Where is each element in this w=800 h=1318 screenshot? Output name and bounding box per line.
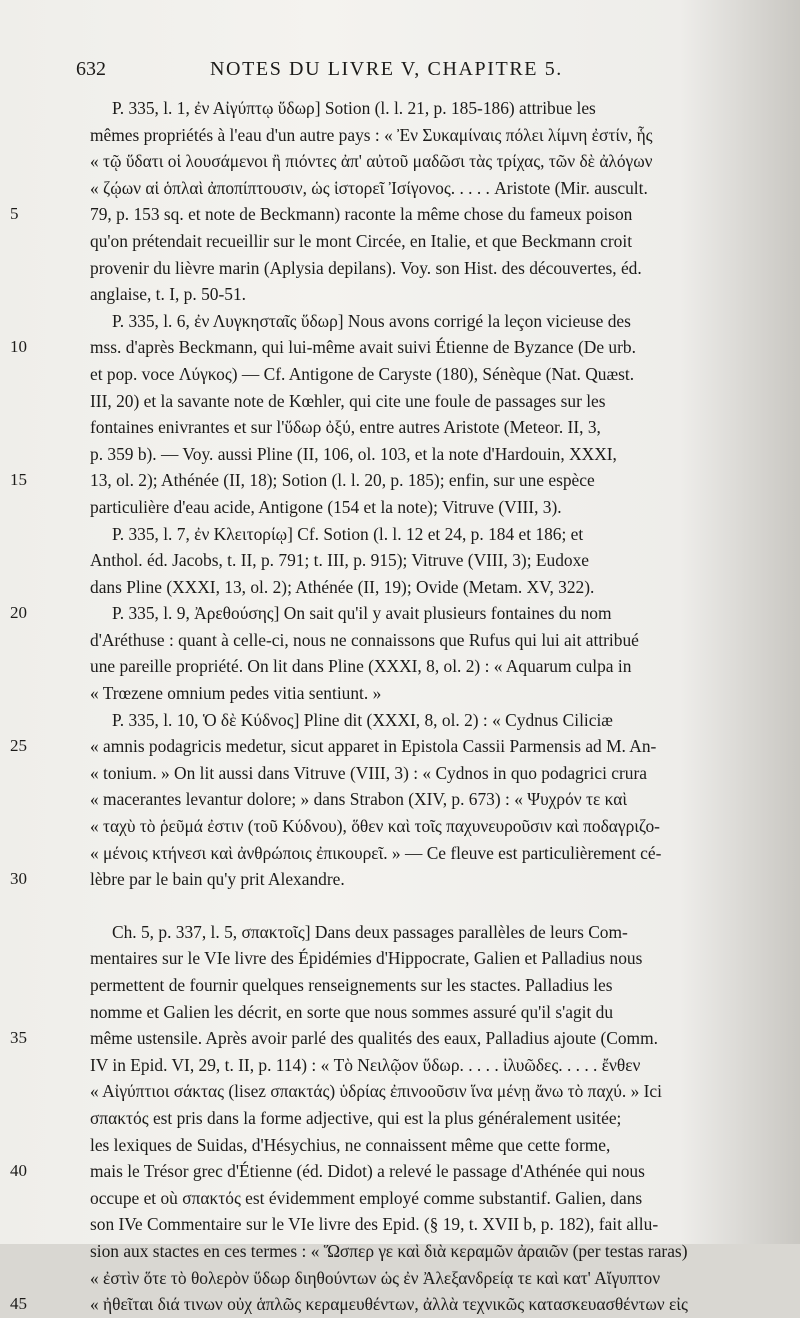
- text-line: [68, 813, 780, 840]
- running-title: NOTES DU LIVRE V, CHAPITRE 5.: [210, 58, 563, 80]
- text-line: [68, 521, 780, 548]
- line-text: « amnis podagricis medetur, sicut apparet in Epistola Cassii Parmensis ad M. An-: [90, 736, 657, 757]
- text-line: [68, 95, 780, 122]
- line-number: 10: [10, 337, 27, 357]
- text-line: [68, 840, 780, 867]
- line-number: 30: [10, 869, 27, 889]
- text-line: [10, 1291, 780, 1318]
- section-gap: [68, 893, 780, 919]
- text-line: [68, 653, 780, 680]
- line-text: lèbre par le bain qu'y prit Alexandre.: [90, 869, 345, 890]
- text-line: [10, 600, 780, 627]
- line-text: « ἐστὶν ὅτε τὸ θολερὸν ὕδωρ διηθούντων ὡς ἐν Ἀλεξανδρείᾳ τε καὶ κατ' Αἴγυπτον: [90, 1267, 661, 1288]
- line-text: Ch. 5, p. 337, l. 5, σπακτοῖς] Dans deux passages parallèles de leurs Com-: [112, 921, 628, 942]
- text-line: [68, 228, 780, 255]
- text-line: [68, 760, 780, 787]
- text-line: [68, 175, 780, 202]
- line-text: σπακτός est pris dans la forme adjective, qui est la plus généralement usitée;: [90, 1107, 622, 1128]
- line-text: une pareille propriété. On lit dans Pline (XXXI, 8, ol. 2) : « Aquarum culpa in: [90, 656, 632, 677]
- line-number: 5: [10, 204, 19, 224]
- text-line: [68, 1185, 780, 1212]
- text-line: [10, 1025, 780, 1052]
- text-line: [10, 467, 780, 494]
- line-text: « tonium. » On lit aussi dans Vitruve (VIII, 3) : « Cydnos in quo podagrici crura: [90, 762, 647, 783]
- line-text: Anthol. éd. Jacobs, t. II, p. 791; t. III, p. 915); Vitruve (VIII, 3); Eudoxe: [90, 550, 589, 571]
- text-line: [68, 281, 780, 308]
- line-text: P. 335, l. 7, ἐν Κλειτορίῳ] Cf. Sotion (l. l. 12 et 24, p. 184 et 186; et: [112, 523, 584, 544]
- text-line: [68, 308, 780, 335]
- line-text: P. 335, l. 6, ἐν Λυγκησταῖς ὕδωρ] Nous avons corrigé la leçon vicieuse des: [112, 310, 631, 331]
- line-text: mêmes propriétés à l'eau d'un autre pays : « Ἐν Συκαμίναις πόλει λίμνη ἐστίν, ἧς: [90, 124, 653, 145]
- line-text: les lexiques de Suidas, d'Hésychius, ne connaissent même que cette forme,: [90, 1134, 611, 1155]
- text-line: [68, 494, 780, 521]
- text-line: [68, 1265, 780, 1292]
- line-text: son IVe Commentaire sur le VIe livre des Epid. (§ 19, t. XVII b, p. 182), fait allu-: [90, 1214, 659, 1235]
- text-line: [68, 627, 780, 654]
- text-line: [68, 1078, 780, 1105]
- line-text: particulière d'eau acide, Antigone (154 et la note); Vitruve (VIII, 3).: [90, 496, 562, 517]
- notes-text: [10, 95, 780, 1318]
- text-line: [68, 707, 780, 734]
- line-text: fontaines enivrantes et sur l'ὕδωρ ὀξύ, entre autres Aristote (Meteor. II, 3,: [90, 417, 601, 438]
- text-line: [68, 148, 780, 175]
- line-number: 40: [10, 1161, 27, 1181]
- line-number: 25: [10, 736, 27, 756]
- line-text: « Trœzene omnium pedes vitia sentiunt. »: [90, 683, 382, 704]
- text-line: [68, 945, 780, 972]
- line-text: « μένοις κτήνεσι καὶ ἀνθρώποις ἐπικουρεῖ. » — Ce fleuve est particulièrement cé-: [90, 842, 662, 863]
- line-text: nomme et Galien les décrit, en sorte que nous sommes assuré qu'il s'agit du: [90, 1001, 614, 1022]
- line-text: « τῷ ὕδατι οἱ λουσάμενοι ἢ πιόντες ἀπ' αὐτοῦ μαδῶσι τὰς τρίχας, τῶν δὲ ἀλόγων: [90, 151, 653, 172]
- line-text: III, 20) et la savante note de Kœhler, qui cite une foule de passages sur les: [90, 390, 606, 411]
- page-header: [0, 58, 800, 88]
- text-line: [68, 1132, 780, 1159]
- line-text: provenir du lièvre marin (Aplysia depilans). Voy. son Hist. des découvertes, éd.: [90, 257, 642, 278]
- text-line: [68, 680, 780, 707]
- text-line: [68, 1052, 780, 1079]
- text-line: [68, 574, 780, 601]
- text-line: [68, 388, 780, 415]
- text-line: [68, 999, 780, 1026]
- line-text: même ustensile. Après avoir parlé des qualités des eaux, Palladius ajoute (Comm.: [90, 1028, 658, 1049]
- line-text: mentaires sur le VIe livre des Épidémies d'Hippocrate, Galien et Palladius nous: [90, 948, 643, 969]
- page-number: 632: [76, 58, 106, 80]
- line-text: « ἠθεῖται διά τινων οὐχ ἁπλῶς κεραμευθέντων, ἀλλὰ τεχνικῶς κατασκευασθέντων εἰς: [90, 1294, 688, 1315]
- line-text: mss. d'après Beckmann, qui lui-même avait suivi Étienne de Byzance (De urb.: [90, 337, 636, 358]
- line-text: mais le Trésor grec d'Étienne (éd. Didot) a relevé le passage d'Athénée qui nous: [90, 1161, 645, 1182]
- text-line: [68, 972, 780, 999]
- line-text: qu'on prétendait recueillir sur le mont Circée, en Italie, et que Beckmann croit: [90, 230, 633, 251]
- line-text: occupe et où σπακτός est évidemment employé comme substantif. Galien, dans: [90, 1187, 643, 1208]
- text-line: [10, 1158, 780, 1185]
- text-line: [68, 255, 780, 282]
- line-text: permettent de fournir quelques renseignements sur les stactes. Palladius les: [90, 975, 613, 995]
- line-text: « ταχὺ τὸ ῥεῦμά ἐστιν (τοῦ Κύδνου), ὅθεν καὶ τοῖς παχυνευροῦσιν καὶ ποδαγριζο-: [90, 816, 660, 837]
- line-text: P. 335, l. 9, Ἀρεθούσης] On sait qu'il y avait plusieurs fontaines du nom: [112, 603, 612, 624]
- text-line: [68, 919, 780, 946]
- text-line: [68, 441, 780, 468]
- line-number: 15: [10, 470, 27, 490]
- line-text: et pop. voce Λύγκος) — Cf. Antigone de Caryste (180), Sénèque (Nat. Quæst.: [90, 363, 635, 384]
- line-number: 45: [10, 1294, 27, 1314]
- line-text: 13, ol. 2); Athénée (II, 18); Sotion (l. l. 20, p. 185); enfin, sur une espèce: [90, 470, 595, 491]
- text-line: [68, 1211, 780, 1238]
- text-line: [10, 733, 780, 760]
- text-line: [68, 361, 780, 388]
- line-text: « macerantes levantur dolore; » dans Strabon (XIV, p. 673) : « Ψυχρόν τε καὶ: [90, 789, 628, 810]
- line-text: « Αἰγύπτιοι σάκτας (lisez σπακτάς) ὑδρίας ἐπινοοῦσιν ἵνα μένῃ ἄνω τὸ παχύ. » Ici: [90, 1081, 662, 1102]
- text-line: [10, 334, 780, 361]
- line-text: p. 359 b). — Voy. aussi Pline (II, 106, ol. 103, et la note d'Hardouin, XXXI,: [90, 443, 617, 464]
- line-text: sion aux stactes en ces termes : « Ὥσπερ γε καὶ διὰ κεραμῶν ἀραιῶν (per testas raras): [90, 1240, 688, 1261]
- line-text: P. 335, l. 1, ἐν Αἰγύπτῳ ὕδωρ] Sotion (l. l. 21, p. 185-186) attribue les: [112, 98, 596, 118]
- text-line: [10, 866, 780, 893]
- line-number: 20: [10, 603, 27, 623]
- line-text: « ζῴων αἱ ὁπλαὶ ἀποπίπτουσιν, ὡς ἱστορεῖ Ἰσίγονος. . . . . Aristote (Mir. auscult.: [90, 177, 648, 198]
- line-text: dans Pline (XXXI, 13, ol. 2); Athénée (II, 19); Ovide (Metam. XV, 322).: [90, 576, 595, 597]
- text-line: [68, 122, 780, 149]
- text-line: [68, 1105, 780, 1132]
- line-text: IV in Epid. VI, 29, t. II, p. 114) : « Τὸ Νειλῷον ὕδωρ. . . . . ἰλυῶδες. . . . . ἔνθεν: [90, 1054, 641, 1075]
- line-text: 79, p. 153 sq. et note de Beckmann) raconte la même chose du fameux poison: [90, 204, 633, 225]
- text-line: [68, 547, 780, 574]
- text-line: [68, 414, 780, 441]
- line-text: P. 335, l. 10, Ὁ δὲ Κύδνος] Pline dit (XXXI, 8, ol. 2) : « Cydnus Ciliciæ: [112, 709, 613, 730]
- text-line: [68, 1238, 780, 1265]
- text-line: [68, 786, 780, 813]
- line-text: anglaise, t. I, p. 50-51.: [90, 284, 246, 305]
- line-text: d'Aréthuse : quant à celle-ci, nous ne connaissons que Rufus qui lui ait attribué: [90, 629, 639, 650]
- text-line: [10, 201, 780, 228]
- line-number: 35: [10, 1028, 27, 1048]
